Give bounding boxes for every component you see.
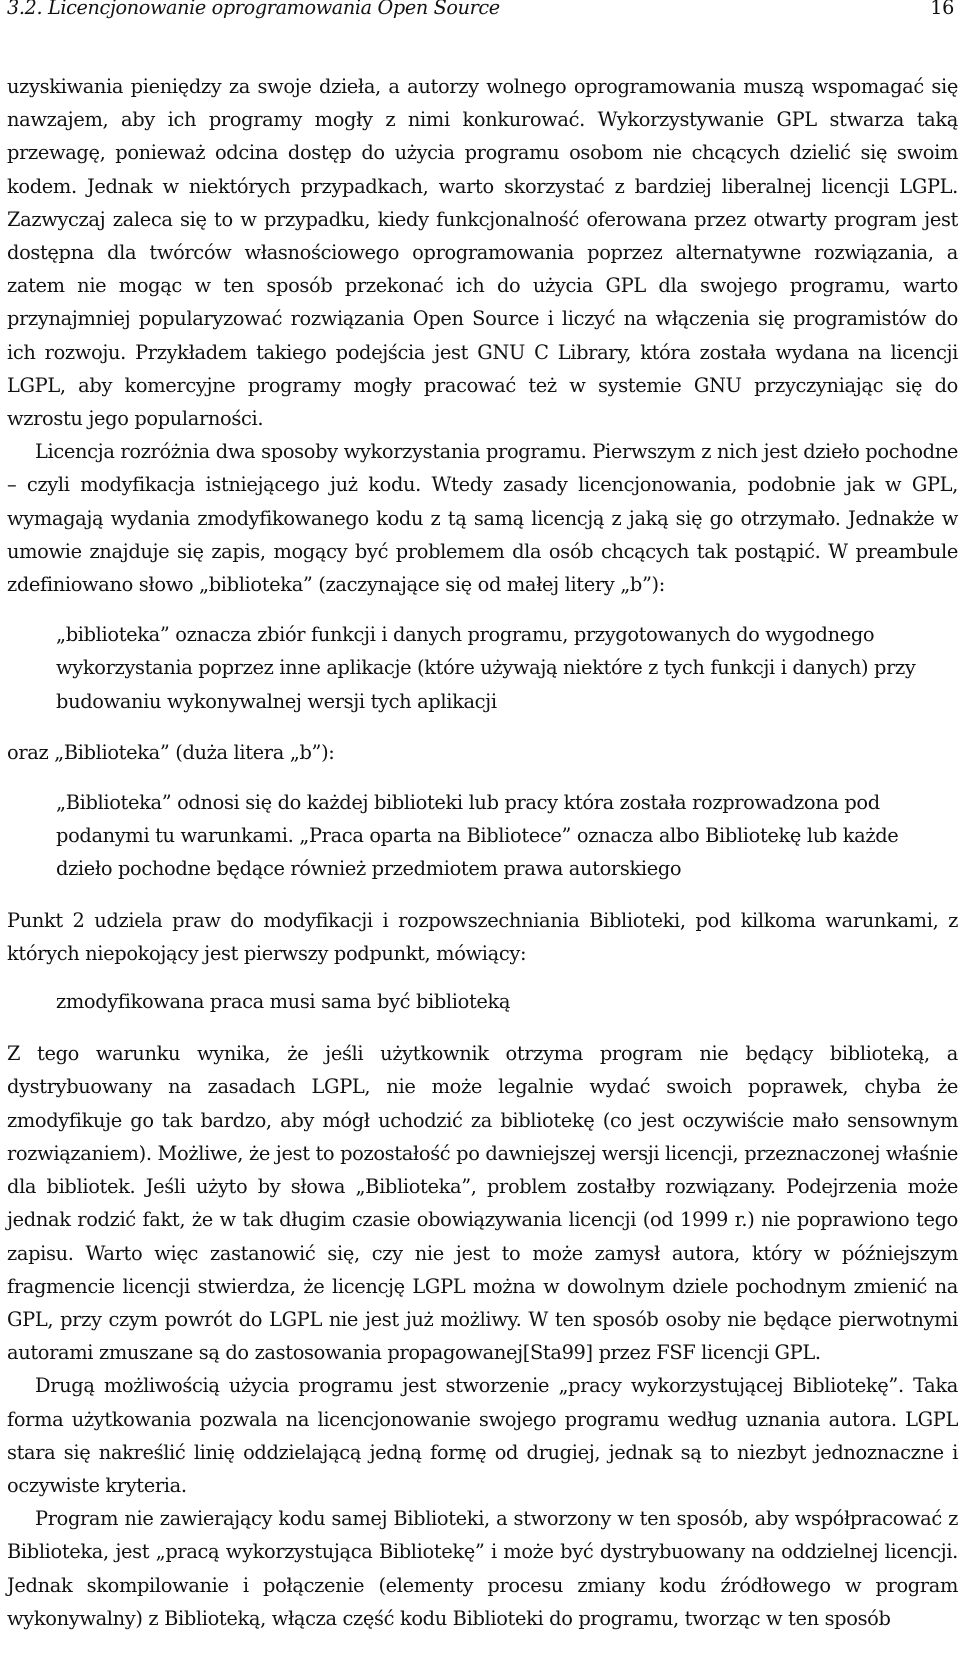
- paragraph-5: Z tego warunku wynika, że jeśli użytkownik otrzyma program nie będący biblioteką, a dystrybuowany na zasadach LGPL, nie może legalnie wydać swoich poprawek, chyba że zmodyfikuje go tak bardzo, aby mógł uchodzić za bibliotekę (co jest oczywiście mało sensownym rozwiązaniem). Możliwe, że jest to pozostałość po dawniejszej wersji licencji, przeznaczonej właśnie dla bibliotek. Jeśli użyto by słowa „Biblioteka”, problem zostałby rozwiązany. Podejrzenia może jednak rodzić fakt, że w tak długim czasie obowiązywania licencji (od 1999 r.) nie poprawiono tego zapisu. Warto więc zastanowić się, czy nie jest to może zamysł autora, który w późniejszym fragmencie licencji stwierdza, że licencję LGPL można w dowolnym dziele pochodnym zmienić na GPL, przy czym powrót do LGPL nie jest już możliwy. W ten sposób osoby nie będące pierwotnymi autorami zmuszane są do zastosowania propagowanej[Sta99] przez FSF licencji GPL.: [7, 1042, 958, 1365]
- quote-Biblioteka-definition: „Biblioteka” odnosi się do każdej biblioteki lub pracy która została rozprowadzona pod podanymi tu warunkami. „Praca oparta na Bibliotece” oznacza albo Bibliotekę lub każde dzieło pochodne będące również przedmiotem prawa autorskiego: [56, 791, 899, 881]
- section-title: 3.2. Licencjonowanie oprogramowania Open Source: [7, 0, 500, 19]
- paragraph-1: uzyskiwania pieniędzy za swoje dzieła, a autorzy wolnego oprogramowania muszą wspomagać się nawzajem, aby ich programy mogły z nimi konkurować. Wykorzystywanie GPL stwarza taką przewagę, ponieważ odcina dostęp do użycia programu osobom nie chcących dzielić się swoim kodem. Jednak w niektórych przypadkach, warto skorzystać z bardziej liberalnej licencji LGPL. Zazwyczaj zaleca się to w przypadku, kiedy funkcjonalność oferowana przez otwarty program jest dostępna dla twórców własnościowego oprogramowania poprzez alternatywne rozwiązania, a zatem nie mogąc w ten sposób przekonać ich do użycia GPL dla swojego programu, warto przynajmniej popularyzować rozwiązania Open Source i liczyć na włączenia się programistów do ich rozwoju. Przykładem takiego podejścia jest GNU C Library, która została wydana na licencji LGPL, aby komercyjne programy mogły pracować też w systemie GNU przyczyniając się do wzrostu jego popularności.: [7, 75, 958, 431]
- paragraph-6: Drugą możliwością użycia programu jest stworzenie „pracy wykorzystującej Bibliotekę”. Taka forma użytkowania pozwala na licencjonowanie swojego programu według uznania autora. LGPL stara się nakreślić linię oddzielającą jedną formę od drugiej, jednak są to niezbyt jednoznaczne i oczywiste kryteria.: [7, 1374, 958, 1497]
- paragraph-4: Punkt 2 udziela praw do modyfikacji i rozpowszechniania Biblioteki, pod kilkoma warunkami, z których niepokojący jest pierwszy podpunkt, mówiący:: [7, 908, 958, 965]
- paragraph-3: oraz „Biblioteka” (duża litera „b”):: [7, 740, 335, 764]
- page-number: 16: [930, 0, 954, 19]
- paragraph-2: Licencja rozróżnia dwa sposoby wykorzystania programu. Pierwszym z nich jest dzieło pochodne – czyli modyfikacja istniejącego już kodu. Wtedy zasady licencjonowania, podobnie jak w GPL, wymagają wydania zmodyfikowanego kodu z tą samą licencją z jaką się go otrzymało. Jednakże w umowie znajduje się zapis, mogący być problemem dla osób chcących tak postąpić. W preambule zdefiniowano słowo „biblioteka” (zaczynające się od małej litery „b”):: [7, 440, 958, 597]
- body-text: [7, 70, 958, 1635]
- running-header: [7, 0, 958, 20]
- document-page: [7, 0, 958, 1656]
- paragraph-7: Program nie zawierający kodu samej Biblioteki, a stworzony w ten sposób, aby współpracować z Biblioteka, jest „pracą wykorzystująca Bibliotekę” i może być dystrybuowany na oddzielnej licencji. Jednak skompilowanie i połączenie (elementy procesu zmiany kodu źródłowego w program wykonywalny) z Biblioteką, włącza część kodu Biblioteki do programu, tworząc w ten sposób: [7, 1507, 958, 1630]
- quote-modified-work: zmodyfikowana praca musi sama być biblioteką: [56, 990, 511, 1014]
- quote-biblioteka-definition: „biblioteka” oznacza zbiór funkcji i danych programu, przygotowanych do wygodnego wykorzystania poprzez inne aplikacje (które używają niektóre z tych funkcji i danych) przy budowaniu wykonywalnej wersji tych aplikacji: [56, 623, 916, 713]
